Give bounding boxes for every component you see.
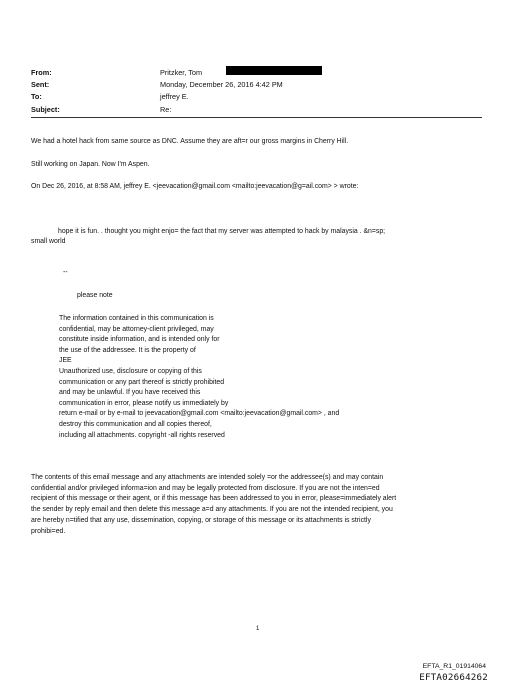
disclaimer-2-line: prohibi=ed. (31, 527, 66, 535)
disclaimer-1-line: JEE (59, 357, 72, 365)
disclaimer-1-line: destroy this communication and all copies thereof, (59, 420, 212, 428)
subject-row (31, 104, 471, 116)
quoted-dashes: -- (63, 269, 68, 276)
disclaimer-1-line: including all attachments. copyright -all rights reserved (59, 431, 225, 439)
disclaimer-2-line: recipient of this message or their agent, or if this message has been addressed to you in error, please=immediately alert (31, 495, 397, 503)
disclaimer-2-line: the sender by reply email and then delete this message a=d any attachments. If you are not the intended recipient, you (31, 506, 393, 514)
disclaimer-1-line: return e-mail or by e-mail to jeevacation@gmail.com <mailto:jeevacation@gmail.com> , and (59, 410, 340, 418)
body-line-2: Still working on Japan. Now I'm Aspen. (31, 161, 150, 168)
subject-value: Re: (160, 104, 172, 114)
disclaimer-1-line: confidential, may be attorney-client privileged, may (59, 325, 214, 333)
from-value: Pritzker, Tom (160, 68, 203, 77)
disclaimer-1-line: and may be unlawful. If you have received this (59, 389, 201, 397)
please-note: please note (77, 292, 113, 299)
bates-number-small: EFTA_R1_01914064 (422, 663, 486, 670)
disclaimer-1-line: constitute inside information, and is intended only for (59, 336, 220, 344)
quoted-line-2: small world (31, 238, 66, 245)
disclaimer-1-line: The information contained in this communication is (59, 315, 214, 322)
page-number: 1 (256, 626, 260, 632)
subject-label: Subject: (31, 104, 60, 114)
disclaimer-1-line: Unauthorized use, disclosure or copying of this (59, 367, 202, 375)
disclaimer-2-line: confidential and/or privileged informa=ion and may be legally protected from disclosure. If you are not the inten=ed (31, 484, 380, 492)
bates-number-large: EFTA02664262 (419, 672, 488, 683)
redaction-bar (226, 66, 322, 75)
sent-value: Monday, December 26, 2016 4:42 PM (160, 80, 283, 90)
to-label: To: (31, 92, 42, 102)
body-line-1: We had a hotel hack from same source as DNC. Assume they are aft=r our gross margins in Cherry Hill. (31, 138, 349, 145)
disclaimer-1-line: the use of the addressee. It is the property of (59, 346, 196, 354)
disclaimer-1-line: communication in error, please notify us immediately by (59, 399, 229, 407)
disclaimer-1-line: communication or any part thereof is strictly prohibited (59, 378, 225, 386)
disclaimer-2-line: The contents of this email message and any attachments are intended solely =or the addressee(s) and may contain (31, 474, 384, 481)
disclaimer-block-2 (31, 473, 396, 537)
body-line-3: On Dec 26, 2016, at 8:58 AM, jeffrey E. <jeevacation@gmail.com <mailto:jeevacation@g=ail.com> > wrote: (31, 183, 359, 190)
to-value: jeffrey E. (160, 92, 189, 102)
disclaimer-2-line: are hereby n=tified that any use, dissemination, copying, or storage of this message or its attachments is strictly (31, 516, 371, 524)
to-row (31, 91, 471, 103)
quoted-line-1: hope it is fun. . thought you might enjo= the fact that my server was attempted to hack by malaysia . &n=sp; (58, 228, 386, 235)
sent-label: Sent: (31, 80, 50, 90)
disclaimer-block-1 (59, 314, 339, 441)
sent-row (31, 79, 471, 91)
header-divider (31, 117, 482, 118)
from-label: From: (31, 68, 52, 77)
